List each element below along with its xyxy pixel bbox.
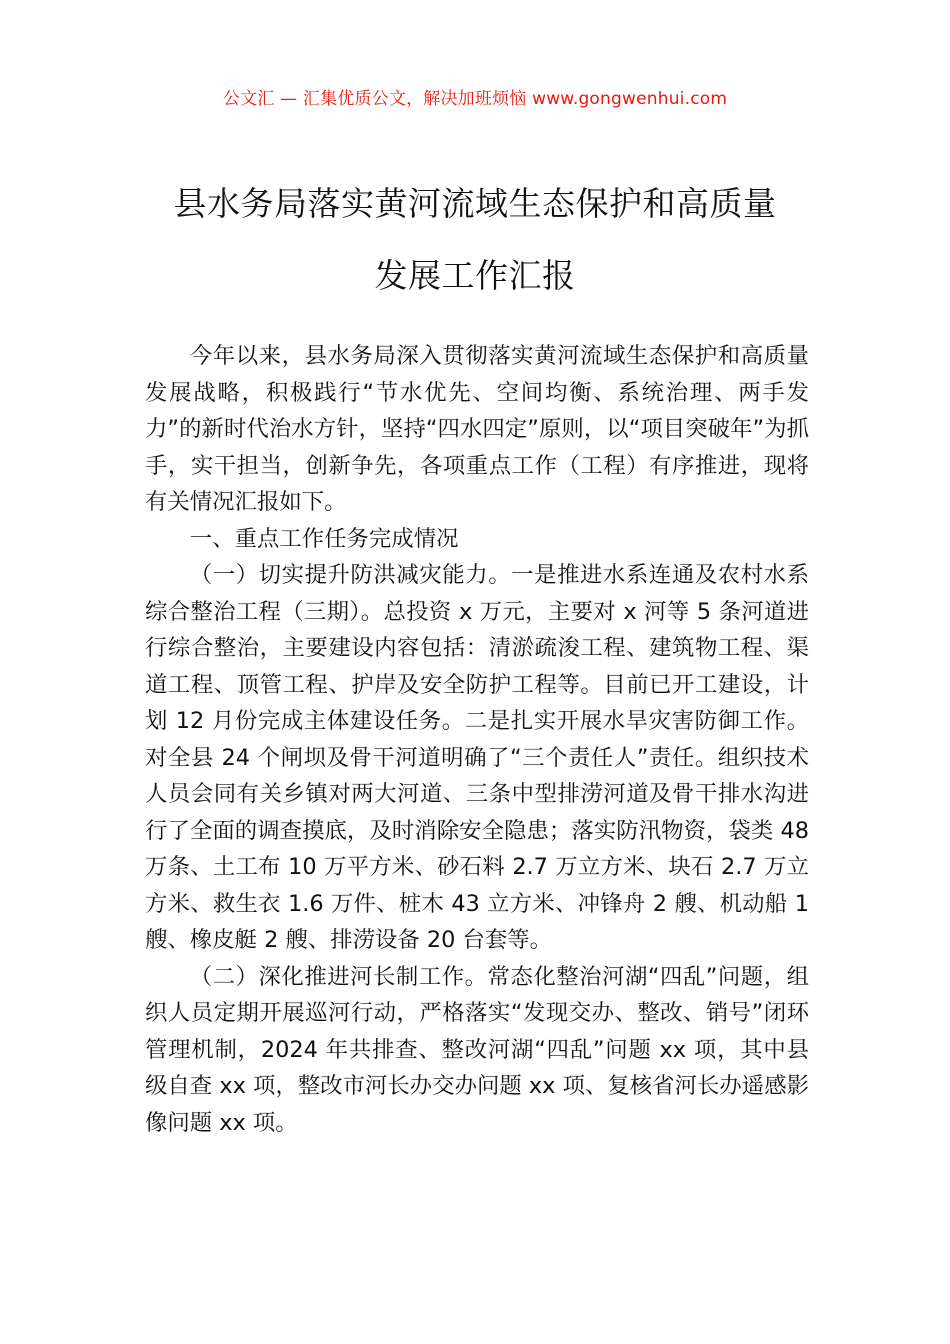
document-body bbox=[145, 338, 809, 1141]
section-heading-1: 一、重点工作任务完成情况 bbox=[189, 525, 459, 552]
header-banner: 公文汇 — 汇集优质公文，解决加班烦恼 www.gongwenhui.com bbox=[222, 89, 728, 109]
paragraph-intro: 今年以来，县水务局深入贯彻落实黄河流域生态保护和高质量发展战略，积极践行“节水优先、空间均衡、系统治理、两手发力”的新时代治水方针，坚持“四水四定”原则，以“项目突破年”为抓手，实干担当，创新争先，各项重点工作（工程）有序推进，现将有关情况汇报如下。 bbox=[145, 343, 809, 515]
document-title-line-2: 发展工作汇报 bbox=[374, 256, 576, 295]
paragraph-flood-control: （一）切实提升防洪减灾能力。一是推进水系连通及农村水系综合整治工程（三期）。总投资 x 万元，主要对 x 河等 5 条河道进行综合整治，主要建设内容包括：清淤疏浚工程、建筑物工程、渠道工程、顶管工程、护岸及安全防护工程等。目前已开工建设，计划 12 月份完成主体建设任务。二是扎实开展水旱灾害防御工作。对全县 24 个闸坝及骨干河道明确了“三个责任人”责任。组织技术人员会同有关乡镇对两大河道、三条中型排涝河道及骨干排水沟进行了全面的调查摸底，及时消除安全隐患；落实防汛物资，袋类 48 万条、土工布 10 万平方米、砂石料 2.7 万立方米、块石 2.7 万立方米、救生衣 1.6 万件、桩木 43 立方米、冲锋舟 2 艘、机动船 1 艘、橡皮艇 2 艘、排涝设备 20 台套等。 bbox=[145, 562, 809, 953]
document-title-line-1: 县水务局落实黄河流域生态保护和高质量 bbox=[173, 184, 777, 223]
paragraph-river-chief: （二）深化推进河长制工作。常态化整治河湖“四乱”问题，组织人员定期开展巡河行动，严格落实“发现交办、整改、销号”闭环管理机制，2024 年共排查、整改河湖“四乱”问题 xx 项，其中县级自查 xx 项，整改市河长办交办问题 xx 项、复核省河长办遥感影像问题 xx 项。 bbox=[145, 963, 809, 1136]
